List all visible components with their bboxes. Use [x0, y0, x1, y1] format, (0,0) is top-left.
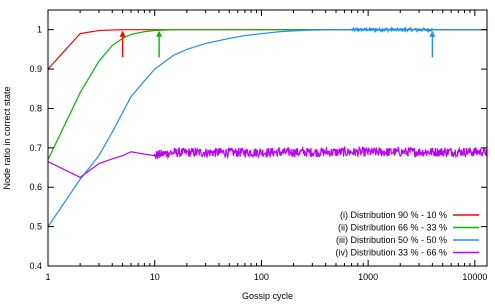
legend-label: (iii) Distribution 50 % - 50 %	[335, 235, 447, 245]
x-axis-label: Gossip cycle	[241, 291, 294, 301]
legend-label: (ii) Distribution 66 % - 33 %	[337, 222, 447, 233]
x-tick-label: 100	[253, 272, 269, 282]
y-axis-label: Node ratio in correct state	[2, 86, 12, 190]
x-tick-label: 10	[149, 272, 160, 282]
x-tick-label: 1000	[358, 272, 379, 282]
series-group	[48, 28, 487, 226]
legend-label: (i) Distribution 90 % - 10 %	[339, 210, 447, 220]
series-line-2	[48, 30, 487, 160]
y-tick-label: 0.8	[29, 103, 42, 114]
y-tick-label: 0.4	[29, 261, 42, 271]
y-tick-label: 0.7	[29, 142, 42, 153]
legend	[335, 210, 479, 258]
legend-label: (iv) Distribution 33 % - 66 %	[335, 247, 447, 258]
series-line-3	[48, 28, 487, 226]
y-tick-label: 0.5	[29, 221, 42, 232]
y-tick-label: 0.6	[29, 182, 42, 193]
annotation-arrow-head	[429, 31, 435, 37]
annotations-group	[120, 31, 436, 58]
x-tick-label: 1	[45, 272, 51, 282]
y-tick-label: 1	[36, 24, 42, 35]
annotation-arrow-head	[120, 31, 126, 37]
annotation-arrow-head	[156, 31, 162, 37]
series-line-1	[48, 30, 487, 69]
x-tick-label: 10000	[462, 272, 488, 282]
y-tick-label: 0.9	[29, 64, 42, 75]
series-line-4	[48, 147, 487, 177]
